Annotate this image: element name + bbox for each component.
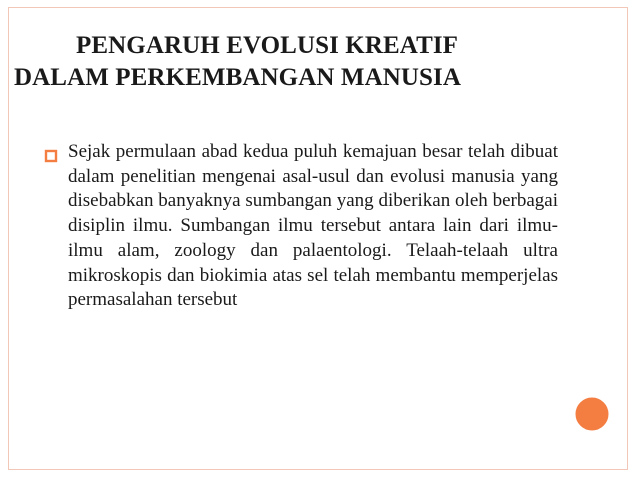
bullet-paragraph: Sejak permulaan abad kedua puluh kemajuan besar telah dibuat dalam penelitian mengenai asal-usul dan evolusi manusia yang disebabkan banyaknya sumbangan yang diberikan oleh berbagai disiplin ilmu. Sumbangan ilmu tersebut antara lain dari ilmu-ilmu alam, zoology dan palaentologi. Telaah-telaah ultra mikroskopis dan biokimia atas sel telah membantu memperjelas permasalahan tersebut (68, 141, 558, 311)
slide-title-line-1: PENGARUH EVOLUSI KREATIF (76, 32, 459, 59)
orange-circle-decoration (573, 395, 611, 433)
hollow-square-bullet-icon (44, 149, 58, 163)
slide-title-line-2: DALAM PERKEMBANGAN MANUSIA (14, 64, 462, 91)
slide-title (14, 30, 574, 94)
